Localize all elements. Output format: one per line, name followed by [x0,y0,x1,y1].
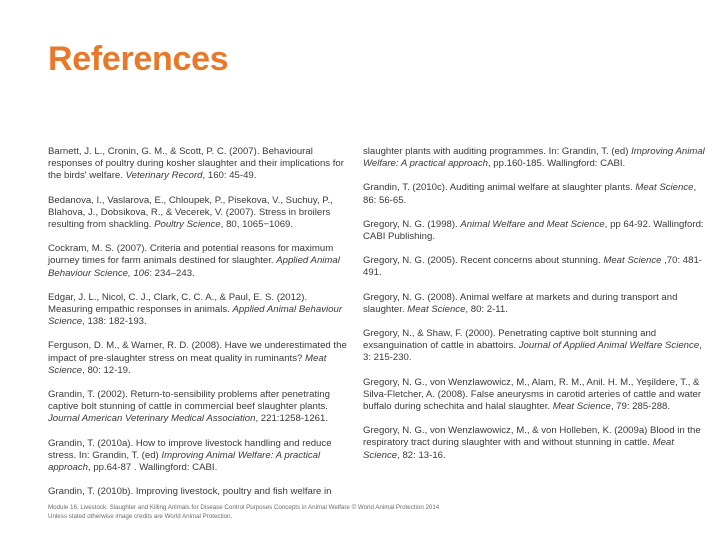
reference-entry: Gregory, N. G. (1998). Animal Welfare and Meat Science, pp 64-92. Wallingford: CABI Publishing. [363,218,704,243]
reference-entry: Grandin, T. (2010b). Improving livestock, poultry and fish welfare in [48,486,332,498]
footer-image-credits: Unless stated otherwise image credits are World Animal Protection. [48,513,233,520]
reference-entry: Bedanova, I., Vaslarova, E., Chloupek, P., Pisekova, V., Suchuy, P., Blahova, J., Dobsikova, R., & Vecerek, V. (2007). Stress in broilers resulting from shackling. Poultry Science, 80, 1065−1069. [48,194,333,231]
reference-entry: slaughter plants with auditing programmes. In: Grandin, T. (ed) Improving Animal Welfare: A practical approach, pp.160-185. Wallingford: CABI. [363,146,705,170]
reference-entry: Gregory, N., & Shaw, F. (2000). Penetrating captive bolt stunning and exsanguination of cattle in abattoirs. Journal of Applied Animal Welfare Science, 3: 215-230. [363,328,702,364]
references-left-column [48,146,348,510]
reference-entry: Gregory, N. G., von Wenzlawowicz, M., Alam, R. M., Anil. H. M., Yeşildere, T., & Silva-Fletcher, A. (2008). False aneurysms in carotid arteries of cattle and water buffalo during schechita and halal slaughter. Meat Science, 79: 285-288. [363,376,702,413]
reference-entry: Gregory, N. G. (2005). Recent concerns about stunning. Meat Science ,70: 481-491. [363,255,702,279]
references-right-column [363,146,708,474]
reference-entry: Ferguson, D. M., & Warner, R. D. (2008). Have we underestimated the impact of pre-slaughter stress on meat quality in ruminants? Meat Science, 80: 12-19. [48,340,347,376]
slide-footer [48,503,439,521]
reference-entry: Barnett, J. L., Cronin, G. M., & Scott, P. C. (2007). Behavioural responses of poultry during kosher slaughter and their implications for the birds' welfare. Veterinary Record, 160: 45-49. [48,146,344,182]
reference-entry: Grandin, T. (2002). Return-to-sensibility problems after penetrating captive bolt stunning of cattle in commercial beef slaughter plants. Journal American Veterinary Medical Association, 221:1258-1261. [48,389,330,425]
reference-entry: Grandin, T. (2010a). How to improve livestock handling and reduce stress. In: Grandin, T. (ed) Improving Animal Welfare: A practical approach, pp.64-87 . Wallingford: CABI. [48,437,332,474]
reference-entry: Cockram, M. S. (2007). Criteria and potential reasons for maximum journey times for farm animals destined for slaughter. Applied Animal Behaviour Science, 106: 234–243. [48,243,340,279]
page-title: References [48,40,229,78]
reference-entry: Edgar, J. L., Nicol, C. J., Clark, C. C. A., & Paul, E. S. (2012). Measuring empathic responses in animals. Applied Animal Behaviour Science, 138: 182-193. [48,291,343,328]
reference-entry: Gregory, N. G., von Wenzlawowicz, M., & von Holleben, K. (2009a) Blood in the respiratory tract during slaughter with and without stunning in cattle. Meat Science, 82: 13-16. [363,425,701,461]
reference-entry: Gregory, N. G. (2008). Animal welfare at markets and during transport and slaughter. Meat Science, 80: 2-11. [363,291,678,315]
footer-copyright: Module 16. Livestock: Slaughter and Killing Animals for Disease Control Purposes Concepts in Animal Welfare © World Animal Protection 2014 [48,504,440,511]
reference-entry: Grandin, T. (2010c). Auditing animal welfare at slaughter plants. Meat Science, 86: 56-65. [363,182,697,206]
